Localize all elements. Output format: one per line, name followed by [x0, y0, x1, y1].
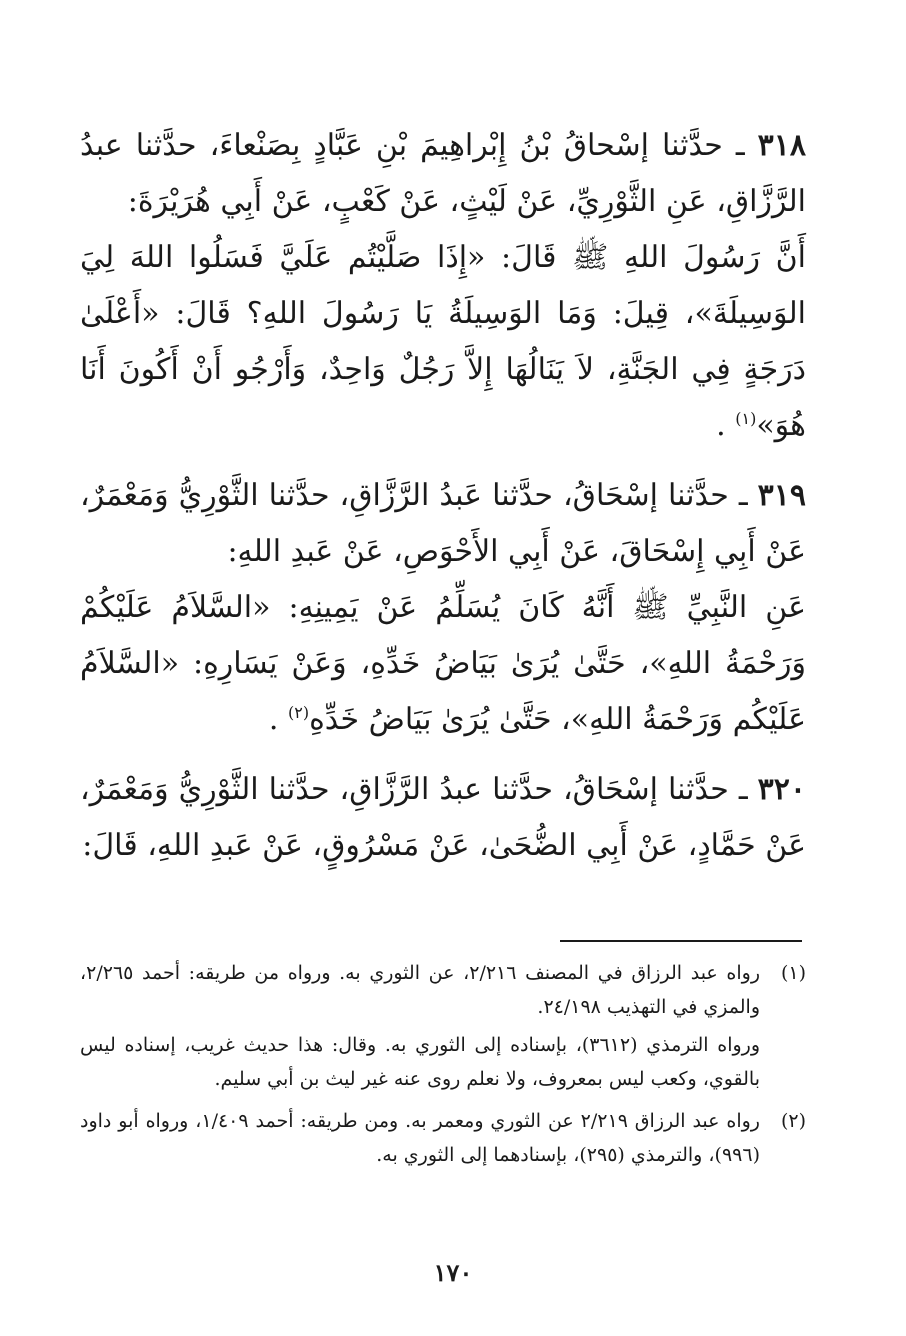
sentence-end: . [268, 702, 288, 737]
matn-paragraph [80, 230, 806, 454]
footnotes [80, 956, 806, 1180]
footnote-1 [80, 956, 806, 1100]
hadith-number: ٣١٨ [757, 128, 807, 163]
isnad-text: ـ حدَّثنا إسْحَاقُ، حدَّثنا عَبدُ الرَّزَّاقِ، حدَّثنا الثَّوْرِيُّ وَمَعْمَرٌ، عَنْ أَبِي إِسْحَاقَ، عَنْ أَبِي الأَحْوَصِ، عَنْ عَبدِ اللهِ: [80, 478, 806, 569]
footnote-paragraph: رواه عبد الرزاق في المصنف ٢/٢١٦، عن الثوري به. ورواه من طريقه: أحمد ٢/٢٦٥، والمزي في التهذيب ٢٤/١٩٨. [80, 962, 761, 1018]
footnote-paragraph: ورواه الترمذي (٣٦١٢)، بإسناده إلى الثوري به. وقال: هذا حديث غريب، إسناده ليس بالقوي، وكعب ليس بمعروف، ولا نعلم روى عنه غير ليث بن أبي سليم. [80, 1034, 760, 1090]
page-number: ١٧٠ [433, 1258, 473, 1287]
hadith-320 [80, 762, 806, 874]
footnote-marker: (٢) [780, 1110, 806, 1132]
footnote-body [80, 1104, 760, 1176]
footnote-paragraph: رواه عبد الرزاق ٢/٢١٩ عن الثوري ومعمر به. ومن طريقه: أحمد ١/٤٠٩، ورواه أبو داود (٩٩٦)، والترمذي (٢٩٥)، بإسنادهما إلى الثوري به. [80, 1110, 760, 1166]
matn-text: عَنِ النَّبِيِّ ﷺ أَنَّهُ كَانَ يُسَلِّمُ عَنْ يَمِينِهِ: «السَّلاَمُ عَلَيْكُمْ وَرَحْمَةُ اللهِ»، حَتَّىٰ يُرَىٰ بَيَاضُ خَدِّهِ، وَعَنْ يَسَارِهِ: «السَّلاَمُ عَلَيْكُم وَرَحْمَةُ اللهِ»، حَتَّىٰ يُرَىٰ بَيَاضُ خَدِّهِ [80, 590, 806, 737]
matn-paragraph [80, 580, 806, 748]
footnote-2 [80, 1104, 806, 1176]
isnad-paragraph [80, 468, 806, 580]
isnad-text: ـ حدَّثنا إسْحاقُ بْنُ إِبْراهِيمَ بْنِ عَبَّادٍ بِصَنْعاءَ، حدَّثنا عبدُ الرَّزَّاقِ، عَنِ الثَّوْرِيِّ، عَنْ لَيْثٍ، عَنْ كَعْبٍ، عَنْ أَبِي هُرَيْرَةَ: [80, 128, 806, 219]
isnad-text: ـ حدَّثنا إسْحَاقُ، حدَّثنا عبدُ الرَّزَّاقِ، حدَّثنا الثَّوْرِيُّ وَمَعْمَرٌ، عَنْ حَمَّادٍ، عَنْ أَبِي الضُّحَىٰ، عَنْ مَسْرُوقٍ، عَنْ عَبدِ اللهِ، قَالَ: [80, 772, 806, 863]
isnad-paragraph [80, 762, 806, 874]
sentence-end: . [716, 408, 736, 443]
hadith-318 [80, 118, 806, 454]
footnote-reference[interactable]: (٢) [287, 703, 310, 722]
footnote-marker: (١) [780, 962, 806, 984]
isnad-paragraph [80, 118, 806, 230]
footnote-separator [560, 940, 802, 942]
footnote-reference[interactable]: (١) [735, 409, 757, 428]
footnote-body [80, 956, 760, 1100]
hadith-number: ٣١٩ [757, 478, 806, 513]
matn-text: أَنَّ رَسُولَ اللهِ ﷺ قَالَ: «إِذَا صَلَّيْتُم عَلَيَّ فَسَلُوا اللهَ لِيَ الوَسِيلَةَ»، قِيلَ: وَمَا الوَسِيلَةُ يَا رَسُولَ اللهِ؟ قَالَ: «أَعْلَىٰ دَرَجَةٍ فِي الجَنَّةِ، لاَ يَنَالُهَا إِلاَّ رَجُلٌ وَاحِدٌ، وَأَرْجُو أَنْ أَكُونَ أَنَا هُوَ» [80, 240, 806, 443]
main-text [80, 118, 806, 888]
hadith-number: ٣٢٠ [757, 772, 806, 807]
hadith-319 [80, 468, 806, 748]
